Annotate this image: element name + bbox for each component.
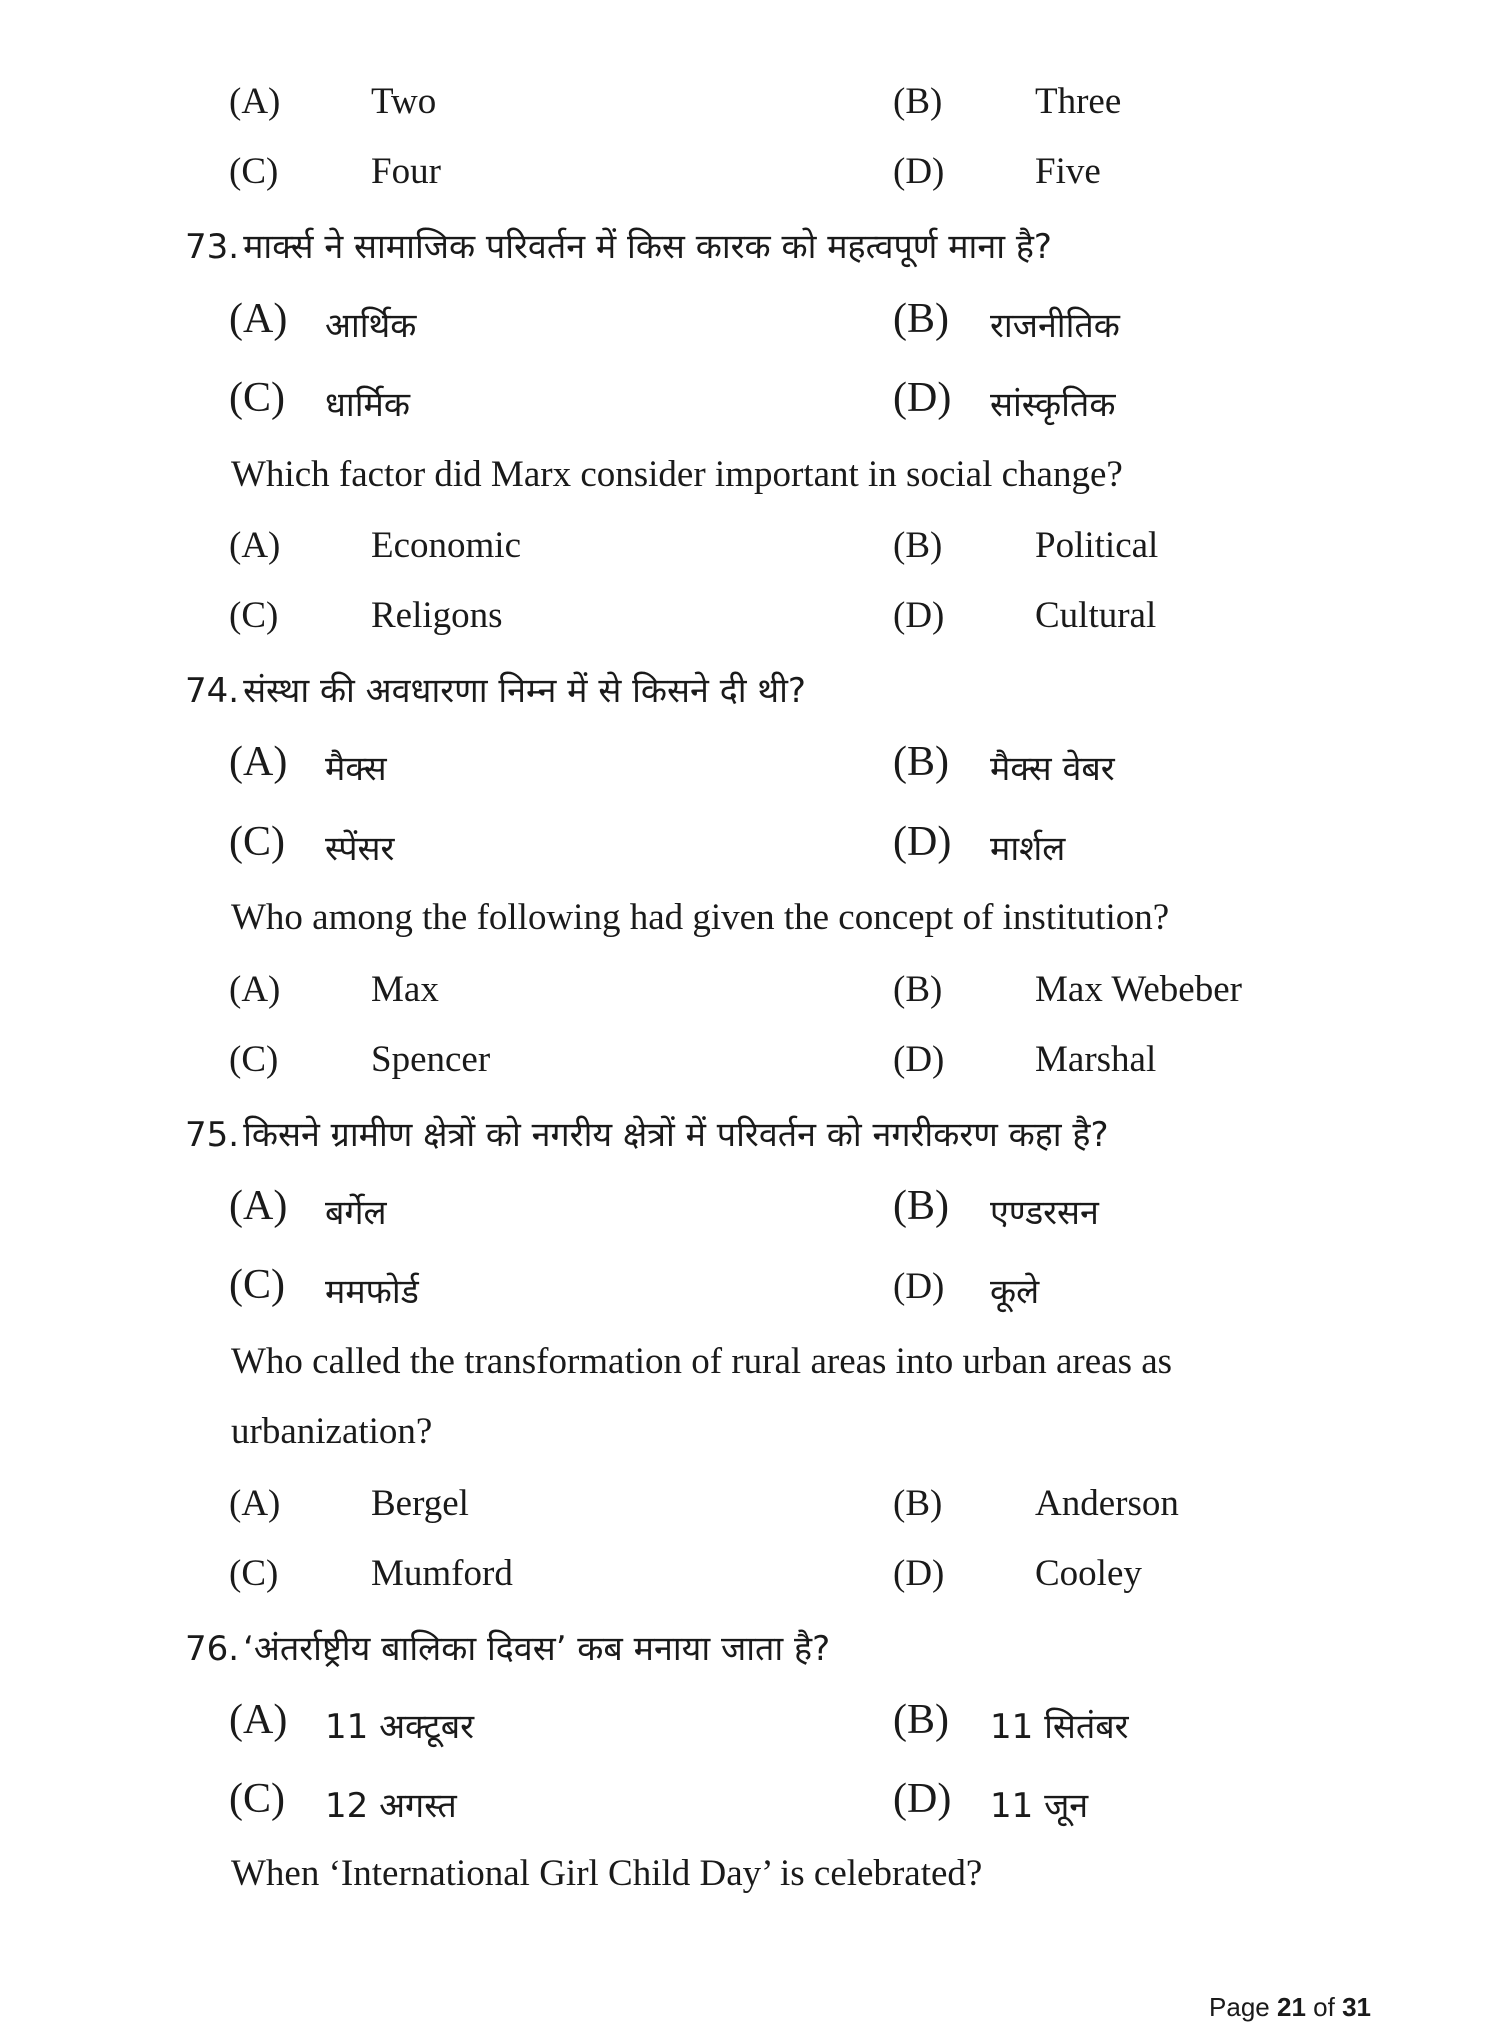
option-row (0, 148, 1505, 208)
option-text: मैक्स (325, 749, 387, 789)
option-label: (C) (229, 595, 279, 636)
option-label: (C) (229, 151, 279, 192)
option-label: (D) (893, 1553, 945, 1594)
question-74-hindi (185, 666, 806, 712)
page-prefix: Page (1209, 1992, 1270, 2022)
option-text: Spencer (371, 1039, 491, 1080)
option-label: (B) (893, 969, 943, 1010)
option-text: Max (371, 969, 439, 1010)
option-text: राजनीतिक (990, 306, 1120, 346)
option-text: Max Webeber (1035, 969, 1242, 1010)
page-current: 21 (1277, 1992, 1306, 2022)
option-label: (C) (229, 1039, 279, 1080)
option-label: (A) (229, 296, 288, 342)
option-label: (D) (893, 1776, 952, 1822)
option-row (0, 295, 1505, 355)
option-row (0, 1261, 1505, 1321)
question-text-english: Who called the transformation of rural areas into urban areas as (231, 1341, 1173, 1382)
option-text: Anderson (1035, 1483, 1179, 1524)
option-label: (D) (893, 151, 945, 192)
option-label: (A) (229, 969, 281, 1010)
option-label: (D) (893, 375, 952, 421)
option-text: Marshal (1035, 1039, 1157, 1080)
option-row (0, 1480, 1505, 1540)
question-text-english: Which factor did Marx consider important in social change? (231, 454, 1123, 495)
option-label: (A) (229, 81, 281, 122)
option-text: 11 जून (990, 1786, 1089, 1826)
option-text: Four (371, 151, 441, 192)
option-text: स्पेंसर (325, 829, 395, 869)
question-text-hindi: संस्था की अवधारणा निम्न में से किसने दी थी? (243, 671, 806, 711)
question-number: 73. (185, 227, 240, 267)
option-row (0, 818, 1505, 878)
option-text: 11 अक्टूबर (325, 1707, 475, 1747)
option-text: Religons (371, 595, 503, 636)
option-text: कूले (990, 1272, 1040, 1312)
option-label: (B) (893, 739, 949, 785)
option-row (0, 1550, 1505, 1610)
page-of: of (1313, 1992, 1335, 2022)
option-row (0, 592, 1505, 652)
option-label: (A) (229, 1483, 281, 1524)
question-text-hindi: मार्क्स ने सामाजिक परिवर्तन में किस कारक को महत्वपूर्ण माना है? (243, 227, 1052, 267)
page-number (1209, 1992, 1371, 2023)
option-label: (A) (229, 1697, 288, 1743)
option-row (0, 78, 1505, 138)
option-label: (B) (893, 81, 943, 122)
option-text: Cooley (1035, 1553, 1142, 1594)
option-row (0, 1775, 1505, 1835)
option-label: (A) (229, 1183, 288, 1229)
option-label: (D) (893, 819, 952, 865)
question-number: 76. (185, 1629, 240, 1669)
option-text: Economic (371, 525, 522, 566)
option-label: (C) (229, 819, 285, 865)
option-text: बर्गेल (325, 1193, 387, 1233)
option-label: (C) (229, 1262, 285, 1308)
option-label: (C) (229, 375, 285, 421)
option-label: (B) (893, 296, 949, 342)
option-row (0, 1696, 1505, 1756)
option-row (0, 522, 1505, 582)
option-row (0, 1182, 1505, 1242)
option-row (0, 374, 1505, 434)
option-label: (D) (893, 1266, 945, 1307)
option-text: Political (1035, 525, 1159, 566)
option-label: (A) (229, 739, 288, 785)
question-76-hindi (185, 1624, 830, 1670)
option-row (0, 966, 1505, 1026)
option-label: (A) (229, 525, 281, 566)
option-text: Cultural (1035, 595, 1157, 636)
option-label: (B) (893, 525, 943, 566)
option-label: (D) (893, 1039, 945, 1080)
option-row (0, 1036, 1505, 1096)
question-text-english: Who among the following had given the concept of institution? (231, 897, 1170, 938)
page-total: 31 (1342, 1992, 1371, 2022)
option-label: (C) (229, 1553, 279, 1594)
option-text: 11 सितंबर (990, 1707, 1129, 1747)
option-text: Five (1035, 151, 1101, 192)
option-text: मार्शल (990, 829, 1066, 869)
option-text: Two (371, 81, 437, 122)
option-text: Three (1035, 81, 1122, 122)
option-label: (C) (229, 1776, 285, 1822)
question-text-english: When ‘International Girl Child Day’ is celebrated? (231, 1853, 983, 1894)
question-text-hindi: किसने ग्रामीण क्षेत्रों को नगरीय क्षेत्रों में परिवर्तन को नगरीकरण कहा है? (243, 1115, 1109, 1155)
question-number: 74. (185, 671, 240, 711)
option-text: आर्थिक (325, 306, 417, 346)
option-text: एण्डरसन (990, 1193, 1099, 1233)
option-label: (B) (893, 1483, 943, 1524)
option-text: मैक्स वेबर (990, 749, 1115, 789)
option-text: 12 अगस्त (325, 1786, 457, 1826)
option-row (0, 738, 1505, 798)
question-number: 75. (185, 1115, 240, 1155)
option-text: ममफोर्ड (325, 1272, 419, 1312)
option-label: (B) (893, 1697, 949, 1743)
question-text-hindi: ‘अंतर्राष्ट्रीय बालिका दिवस’ कब मनाया जाता है? (243, 1629, 831, 1669)
option-text: सांस्कृतिक (990, 385, 1116, 425)
question-75-hindi (185, 1110, 1109, 1156)
question-text-english-cont: urbanization? (231, 1411, 433, 1452)
option-text: Mumford (371, 1553, 513, 1594)
option-text: Bergel (371, 1483, 469, 1524)
question-73-hindi (185, 222, 1052, 268)
option-label: (D) (893, 595, 945, 636)
option-text: धार्मिक (325, 385, 410, 425)
option-label: (B) (893, 1183, 949, 1229)
